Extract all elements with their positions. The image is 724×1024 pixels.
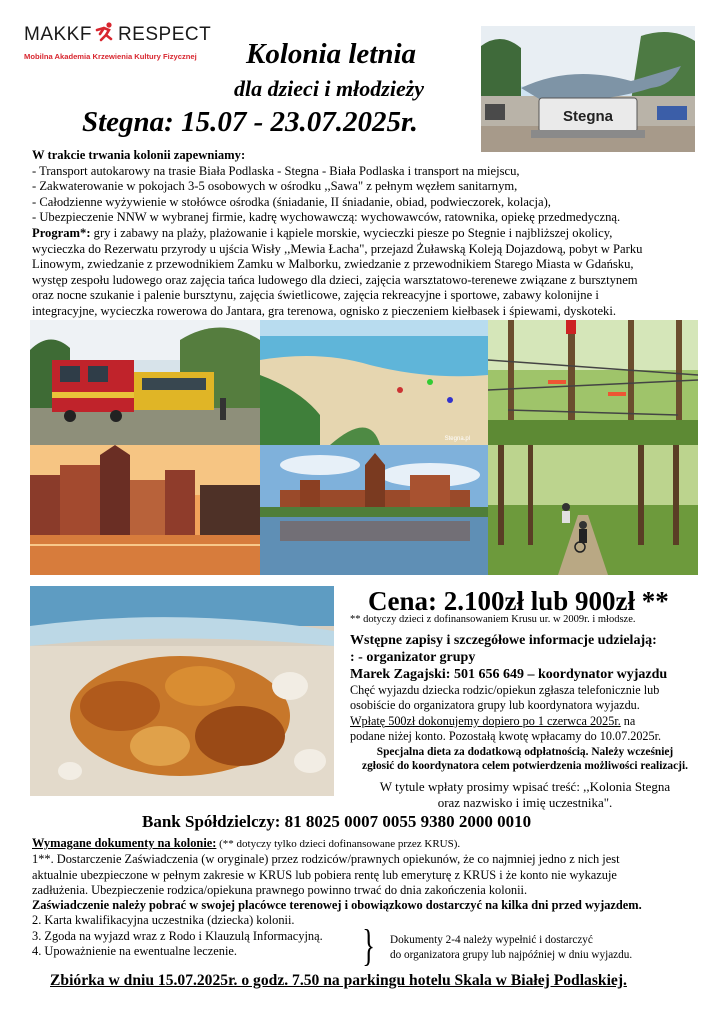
bank-account: Bank Spółdzielczy: 81 8025 0007 0055 9380 2000 0010 [142, 812, 532, 831]
runner-icon [94, 22, 116, 48]
documents-heading: Wymagane dokumenty na kolonie: [32, 836, 217, 850]
coordinator-contact: Marek Zagajski: 501 656 649 – koordynator wyjazdu [350, 667, 668, 682]
program-line: występ zespołu ludowego oraz zajęcia tańca ludowego dla dzieci, zajęcia warsztatowo-terenewe związane z bursztynem [32, 272, 638, 287]
info-line: Chęć wyjazdu dziecka rodzic/opiekun zgłasza telefonicznie lub [350, 683, 660, 697]
photo-rope-park [488, 320, 698, 445]
document-item: aktualnie ubezpieczone w pełnym zakresie w KRUS lub pobiera rentę lub emeryturę z KRUS i że konto nie wykazuje [32, 867, 617, 882]
photo-bike-trail [488, 445, 698, 575]
document-item: 1**. Dostarczenie Zaświadczenia (w oryginale) przez rodziców/prawnych opiekunów, że co najmniej jedno z nich jest [32, 852, 620, 867]
sign-text: Stegna [562, 108, 614, 125]
title-dates: Stegna: 15.07 - 23.07.2025r. [82, 106, 418, 138]
service-item: - Zakwaterowanie w pokojach 3-5 osobowych w ośrodku ,,Sawa" z pełnym węzłem sanitarnym, [32, 179, 518, 194]
photo-stegna-sign [481, 26, 695, 152]
program-label: Program*: [32, 225, 91, 240]
title-line-2: dla dzieci i młodzieży [234, 76, 425, 101]
brace-icon: } [362, 921, 375, 970]
documents-heading-line: Wymagane dokumenty na kolonie: (** dotyczy tylko dzieci dofinansowane przez KRUS). [32, 836, 461, 850]
service-item: - Transport autokarowy na trasie Biała Podlaska - Stegna - Biała Podlaska i transport na miejscu, [32, 163, 520, 178]
service-item: - Ubezpieczenie NNW w wybranej firmie, kadrę wychowawczą: wychowawców, ratownika, opiekę przedmedyczną. [32, 210, 621, 225]
document-item: zadłużenia. Ubezpieczenie rodzica/opiekuna prawnego powinno trwać do dnia zakończenia kolonii. [32, 882, 528, 897]
document-item: 4. Upoważnienie na ewentualne leczenie. [32, 944, 238, 959]
document-item: 3. Zgoda na wyjazd wraz z Rodo i Klauzulą Informacyjną. [32, 928, 323, 943]
services-section [32, 148, 702, 320]
service-item: - Całodzienne wyżywienie w stołówce ośrodka (śniadanie, II śniadanie, obiad, podwieczorek, kolacja), [32, 194, 551, 209]
info-line: osobiście do organizatora grupy lub koordynatora wyjazdu. [350, 698, 640, 713]
deposit-line: Wpłatę 500zł dokonujemy dopiero po 1 czerwca 2025r. na [350, 713, 636, 728]
price-note: ** dotyczy dzieci z dofinansowaniem Krusu ur. w 2009r. i młodsze. [350, 614, 636, 625]
program-line: oraz nocne szukanie i palenie bursztynu, zajęcia świetlicowe, zajęcia rekreacyjne i sportowe, zabawy kolonijne i [32, 288, 599, 303]
logo-right-word: RESPECT [117, 24, 212, 45]
logo-left-word: MAKKF [24, 24, 92, 45]
photo-watermark: Stegna.pl [444, 436, 470, 442]
registration-heading: Wstępne zapisy i szczegółowe informacje udzielają: [350, 633, 657, 648]
photo-narrow-gauge-train [30, 320, 260, 445]
program-line: integracyjne, wycieczka rowerowa do Jantara, gra terenowa, ognisko z pieczeniem kiełbasek i śpiewami, dyskoteki. [32, 303, 616, 318]
photo-amber [30, 586, 334, 796]
organizer-line: : - organizator grupy [350, 650, 476, 665]
diet-note: zgłosić do koordynatora celem potwierdzenia możliwości realizacji. [362, 759, 688, 772]
document-item: 2. Karta kwalifikacyjna uczestnika (dziecka) kolonii. [32, 913, 295, 928]
diet-note: Specjalna dieta za dodatkową odpłatnością. Należy wcześniej [376, 745, 674, 758]
info-line: podane niżej konto. Pozostałą kwotę wpłacamy do 10.07.2025r. [350, 729, 662, 744]
photo-beach [260, 320, 488, 445]
price: Cena: 2.100zł lub 900zł ** [368, 586, 669, 616]
photo-gdansk-old-town [30, 445, 260, 575]
logo-subtitle: Mobilna Akademia Krzewienia Kultury Fizycznej [24, 52, 197, 61]
registration-info [350, 632, 700, 811]
logo [24, 22, 234, 68]
program-line [32, 226, 702, 242]
program-line: wycieczka do Rezerwatu przyrody u ujścia Wisły ,,Mewia Łacha", przejazd Żuławską Koleją Dojazdową, pobyt w Parku [32, 241, 643, 256]
documents-delivery-note: Dokumenty 2-4 należy wypełnić i dostarczyć do organizatora grupy lub najpóźniej w dniu wyjazdu. [390, 934, 633, 961]
photo-malbork-castle [260, 445, 488, 575]
logo-wordmark [24, 22, 234, 48]
gathering-info: Zbiórka w dniu 15.07.2025r. o godz. 7.50 na parkingu hotelu Skala w Białej Podlaskiej. [50, 972, 627, 989]
certificate-note: Zaświadczenie należy pobrać w swojej placówce terenowej i obowiązkowo dostarczyć na kilka dni przed wyjazdem. [32, 898, 642, 913]
deposit-date: Wpłatę 500zł dokonujemy dopiero po 1 czerwca 2025r. [350, 713, 621, 728]
program-line: Linowym, zwiedzanie z przewodnikiem Zamku w Malborku, zwiedzanie z przewodnikiem Starego Miasta w Gdańsku, [32, 257, 634, 272]
services-heading: W trakcie trwania kolonii zapewniamy: [32, 148, 246, 162]
program-text: gry i zabawy na plaży, plażowanie i kąpiele morskie, wycieczki piesze po Stegnie i najbliższej okolicy, [90, 225, 613, 240]
title-line-1: Kolonia letnia [246, 38, 417, 70]
transfer-title-note: W tytule wpłaty prosimy wpisać treść: ,,Kolonia Stegna oraz nazwisko i imię uczestnika". [379, 778, 671, 810]
